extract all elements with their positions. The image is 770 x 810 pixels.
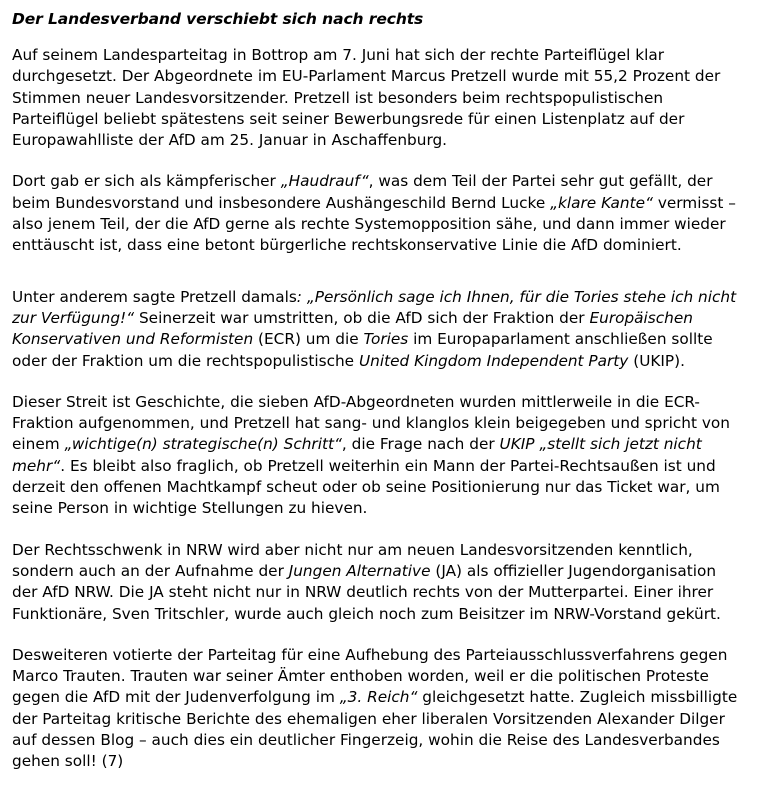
italic-text: : „Persönlich sage ich Ihnen, für die Tories stehe ich nicht zur Verfügung!“ — [12, 287, 737, 327]
text-run: . Es bleibt also fraglich, ob Pretzell weiterhin ein Mann der Partei-Rechtsaußen ist und derzeit den offenen Machtkampf scheut oder ob seine Positionierung nur das Ticket war, um seine Person in wichtige Stellungen zu hieven. — [12, 456, 720, 518]
text-run: Dort gab er sich als kämpferischer — [12, 172, 281, 191]
italic-text: „wichtige(n) strategische(n) Schritt“ — [64, 435, 342, 454]
text-run: Auf seinem Landesparteitag in Bottrop am 7. Juni hat sich der rechte Parteiflügel klar durchgesetzt. Der Abgeordnete im EU-Parlament Marcus Pretzell wurde mit 55,2 Prozent der Stimmen neuer Landesvorsitzender. Pretzell ist besonders beim rechtspopulistischen Parteiflügel beliebt spätestens seit seiner Bewerbungsrede für einen Listenplatz auf der Europawahlliste der AfD am 25. Januar in Aschaffenburg. — [12, 46, 721, 150]
text-run: , was dem Teil der Partei sehr gut gefällt, der beim Bundesvorstand und insbesondere Aushängeschild Bernd Lucke — [12, 172, 713, 212]
text-run: Unter anderem sagte Pretzell damals — [12, 287, 297, 306]
italic-text: UKIP „stellt sich jetzt nicht mehr“ — [12, 435, 702, 475]
text-run: Dieser Streit ist Geschichte, die sieben AfD-Abgeordneten wurden mittlerweile in die ECR-Fraktion aufgenommen, und Pretzell hat sang- und klanglos klein beigegeben und spricht von einem — [12, 392, 730, 454]
text-run: Seinerzeit war umstritten, ob die AfD sich der Fraktion der — [134, 308, 590, 327]
article-title: Der Landesverband verschiebt sich nach rechts — [12, 10, 424, 28]
paragraph-4 — [12, 392, 744, 520]
italic-text: „3. Reich“ — [339, 688, 418, 707]
text-run: Desweiteren votierte der Parteitag für eine Aufhebung des Parteiausschlussverfahrens gegen Marco Trauten. Trauten war seiner Ämter enthoben worden, weil er die politischen Proteste gegen die AfD mit der Judenverfolgung im — [12, 645, 728, 707]
paragraph-1 — [12, 45, 744, 151]
text-run: im Europaparlament anschließen sollte oder der Fraktion um die rechtspopulistische — [12, 330, 713, 370]
italic-text: Jungen Alternative — [288, 561, 431, 580]
paragraph-2 — [12, 171, 744, 256]
text-run: (UKIP). — [628, 351, 685, 370]
text-run: vermisst – also jenem Teil, der die AfD gerne als rechte Systemopposition sähe, und dann immer wieder enttäuscht ist, dass eine betont bürgerliche rechtskonservative Linie die AfD dominiert. — [12, 193, 736, 255]
paragraph-6 — [12, 645, 744, 773]
paragraph-3 — [12, 287, 744, 372]
text-run: gleichgesetzt hatte. Zugleich missbilligte der Parteitag kritische Berichte des ehemaligen eher liberalen Vorsitzenden Alexander Dilger auf dessen Blog – auch dies ein deutlicher Fingerzeig, wohin die Reise des Landesverbandes gehen soll! (7) — [12, 688, 738, 771]
italic-text: United Kingdom Independent Party — [358, 351, 629, 370]
italic-text: „klare Kante“ — [550, 193, 653, 212]
text-run: Der Rechtsschwenk in NRW wird aber nicht nur am neuen Landesvorsitzenden kenntlich, sondern auch an der Aufnahme der — [12, 540, 693, 580]
text-run: (ECR) um die — [253, 330, 364, 349]
italic-text: Europäischen Konservativen und Reformisten — [12, 308, 693, 349]
italic-text: „Haudrauf“ — [280, 172, 369, 191]
italic-text: Tories — [363, 330, 409, 349]
paragraph-5 — [12, 540, 744, 625]
text-run: (JA) als offizieller Jugendorganisation der AfD NRW. Die JA steht nicht nur in NRW deutlich rechts von der Mutterpartei. Einer ihrer Funktionäre, Sven Tritschler, wurde auch gleich noch zum Beisitzer im NRW-Vorstand gekürt. — [12, 561, 721, 623]
text-run: , die Frage nach der — [341, 435, 500, 454]
